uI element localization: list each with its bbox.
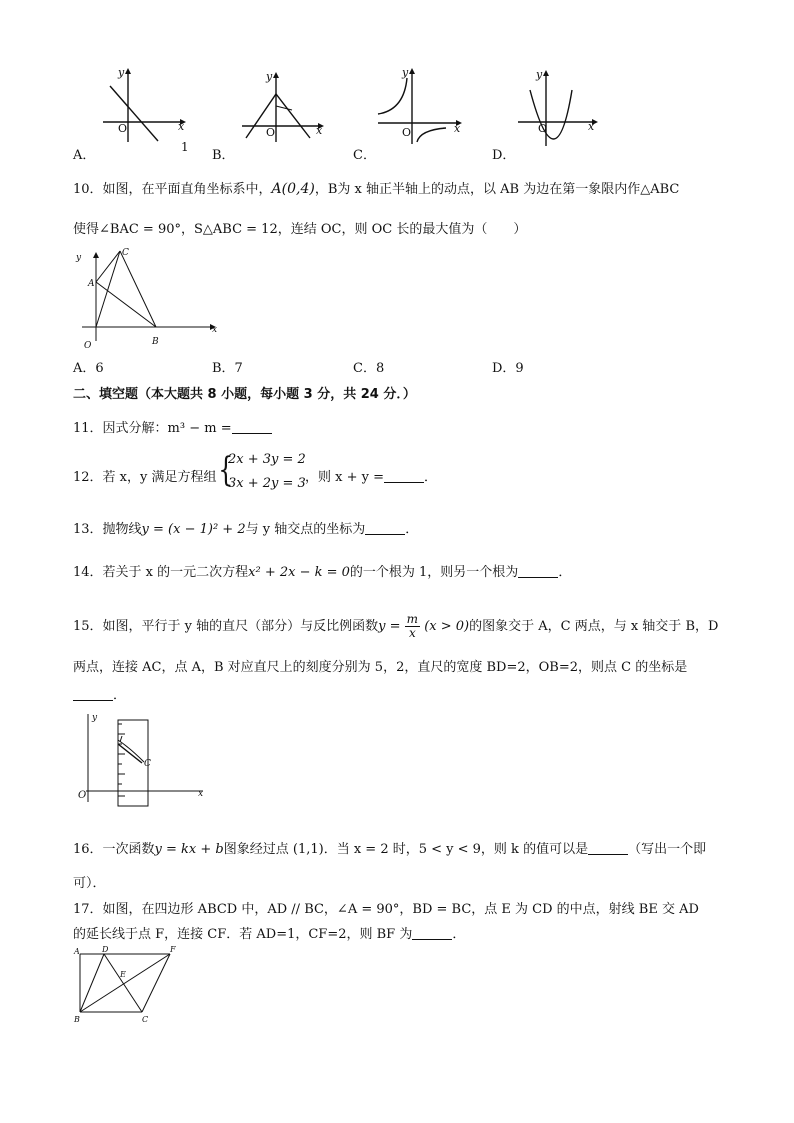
q10-line1: 10．如图，在平面直角坐标系中，A(0,4)，B为 x 轴正半轴上的动点，以 AB 为边在第一象限内作△ABC <box>73 181 680 197</box>
q9-option-a: A． <box>73 148 96 163</box>
q16-line2: 可）． <box>73 876 106 891</box>
svg-text:x: x <box>588 120 595 133</box>
q9-graph-c <box>376 66 466 146</box>
q15-figure <box>78 706 218 814</box>
svg-text:C: C <box>122 248 129 258</box>
q15-line1: 15．如图，平行于 y 轴的直尺（部分）与反比例函数y = $\frac{m}{x}$ (x > 0)的图象交于 A，C 两点，与 x 轴交于 B，D <box>73 612 719 640</box>
svg-text:O: O <box>266 126 276 139</box>
q9-stray-mark: 1 <box>181 140 189 154</box>
q9-option-c: C． <box>353 148 376 163</box>
q12-brace: { <box>218 450 234 490</box>
svg-text:x: x <box>212 325 218 335</box>
q12-eq1: 2x + 3y = 2 <box>228 452 306 467</box>
q9-graph-a <box>98 66 188 146</box>
q12-tail: ，则 x + y = ． <box>305 470 438 485</box>
answer-blank[interactable] <box>384 470 424 483</box>
answer-blank[interactable] <box>518 565 558 578</box>
q9-option-b: B． <box>212 148 235 163</box>
q10-choice-a: A．6 <box>73 361 104 376</box>
svg-text:y: y <box>118 66 125 79</box>
q10-line2: 使得∠BAC = 90°，S△ABC = 12，连结 OC，则 OC 长的最大值为（ ） <box>73 222 527 237</box>
svg-text:O: O <box>118 122 128 135</box>
svg-text:F: F <box>170 945 176 954</box>
q10-choice-c: C．8 <box>353 361 385 376</box>
svg-text:C: C <box>142 1015 149 1024</box>
svg-text:y: y <box>402 66 409 79</box>
q15-line3: ． <box>73 684 126 703</box>
svg-text:y: y <box>536 68 543 81</box>
answer-blank[interactable] <box>412 927 452 940</box>
svg-text:B: B <box>152 337 159 347</box>
svg-text:A: A <box>74 947 80 956</box>
svg-text:O: O <box>84 341 92 351</box>
q17-figure <box>72 944 192 1024</box>
svg-text:E: E <box>120 970 126 979</box>
q12-eq2: 3x + 2y = 3 <box>228 476 306 491</box>
q13: 13．抛物线y = (x − 1)² + 2与 y 轴交点的坐标为 ． <box>73 522 419 537</box>
svg-text:O: O <box>538 122 548 135</box>
q17-line1: 17．如图，在四边形 ABCD 中，AD // BC，∠A = 90°，BD = BC，点 E 为 CD 的中点，射线 BE 交 AD <box>73 902 699 917</box>
svg-text:x: x <box>198 789 204 799</box>
q10-choice-d: D．9 <box>492 361 524 376</box>
q9-graph-b <box>240 72 330 144</box>
q10-figure <box>74 246 224 352</box>
svg-text:O: O <box>78 790 87 801</box>
svg-text:y: y <box>266 70 273 83</box>
q11: 11．因式分解：m³ − m = <box>73 417 272 436</box>
svg-text:C: C <box>144 759 151 769</box>
svg-text:y: y <box>92 713 98 723</box>
q14: 14．若关于 x 的一元二次方程x² + 2x − k = 0的一个根为 1，则另一个根为 ． <box>73 565 572 580</box>
svg-text:O: O <box>402 126 412 139</box>
q15-fraction: $\frac{m}{x}$ <box>406 612 419 640</box>
svg-text:x: x <box>316 124 323 137</box>
answer-blank[interactable] <box>232 421 272 434</box>
q9-graph-d <box>516 68 606 148</box>
svg-text:x: x <box>454 122 461 135</box>
q17-line2: 的延长线于点 F，连接 CF．若 AD=1，CF=2，则 BF 为 ． <box>73 927 466 942</box>
svg-text:y: y <box>76 253 82 263</box>
svg-text:B: B <box>74 1015 80 1024</box>
section-title-fill-in: 二、填空题（本大题共 8 小题，每小题 3 分，共 24 分．） <box>73 387 416 402</box>
svg-text:x: x <box>178 120 185 133</box>
q10-choice-b: B．7 <box>212 361 243 376</box>
q12: 12．若 x，y 满足方程组 <box>73 470 217 485</box>
answer-blank[interactable] <box>73 688 113 701</box>
answer-blank[interactable] <box>365 522 405 535</box>
svg-text:D: D <box>102 945 109 954</box>
svg-text:A: A <box>88 279 95 289</box>
answer-blank[interactable] <box>588 842 628 855</box>
q15-line2: 两点，连接 AC，点 A，B 对应直尺上的刻度分别为 5，2，直尺的宽度 BD=2，OB=2，则点 C 的坐标是 <box>73 660 688 675</box>
q9-option-d: D． <box>492 148 516 163</box>
q16-line1: 16．一次函数y = kx + b图象经过点 (1,1)．当 x = 2 时，5 < y < 9，则 k 的值可以是 （写出一个即 <box>73 842 707 857</box>
